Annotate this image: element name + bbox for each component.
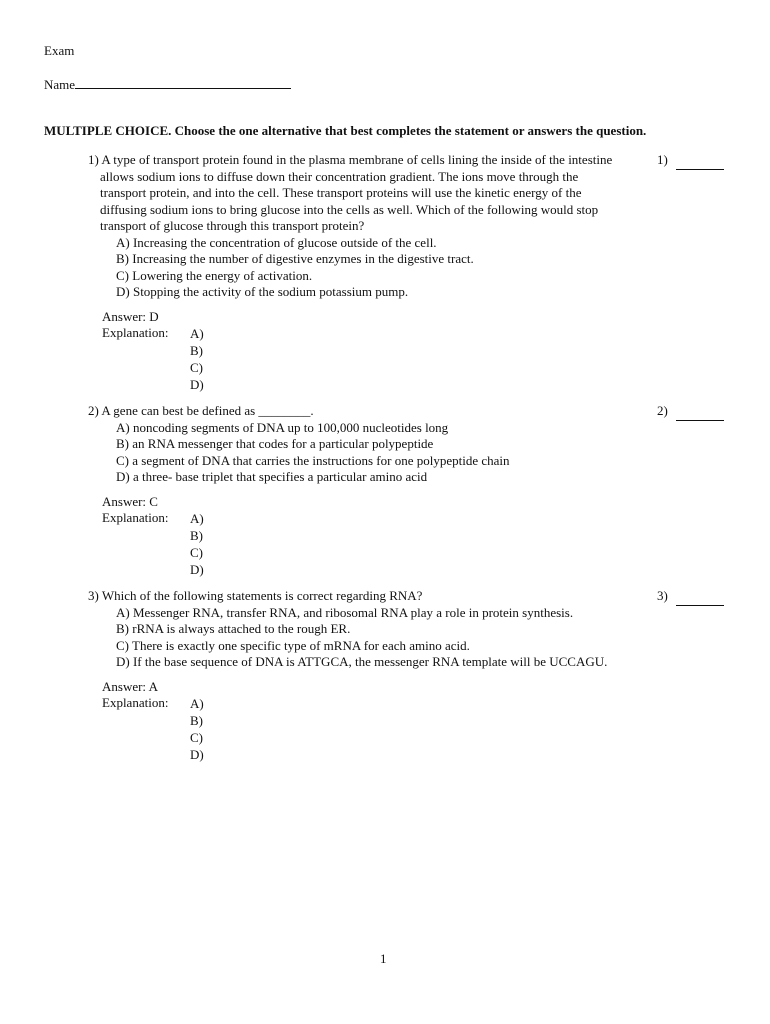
question-3-explanation-label: Explanation: bbox=[102, 695, 169, 710]
question-1-explanation bbox=[88, 325, 648, 393]
question-1-option-d: D) Stopping the activity of the sodium potassium pump. bbox=[116, 284, 409, 299]
question-2-answer: Answer: C bbox=[102, 493, 158, 509]
question-1-option-c: C) Lowering the energy of activation. bbox=[116, 267, 313, 283]
question-3-explanation-letters bbox=[190, 695, 204, 763]
question-1-answer-blank bbox=[676, 157, 724, 170]
question-1-stem-line-4: diffusing sodium ions to bring glucose into the cells as well. Which of the following would stop bbox=[100, 201, 599, 217]
question-3-answer: Answer: A bbox=[102, 678, 158, 694]
question-2-option-c: C) a segment of DNA that carries the instructions for one polypeptide chain bbox=[116, 452, 510, 468]
question-2-explanation-b: B) bbox=[190, 528, 203, 543]
question-1-explanation-label: Explanation: bbox=[102, 325, 169, 340]
question-2-option-d: D) a three- base triplet that specifies a particular amino acid bbox=[116, 469, 428, 484]
question-3-option-b: B) rRNA is always attached to the rough ER. bbox=[116, 621, 351, 636]
question-2-answer-blank bbox=[676, 408, 724, 421]
question-3-option-c: C) There is exactly one specific type of mRNA for each amino acid. bbox=[116, 637, 470, 653]
question-1-stem bbox=[88, 152, 648, 235]
page-number: 1 bbox=[380, 951, 387, 966]
instructions: MULTIPLE CHOICE. Choose the one alternative that best completes the statement or answers the question. bbox=[44, 123, 647, 138]
question-2-option-b: B) an RNA messenger that codes for a particular polypeptide bbox=[116, 436, 434, 451]
question-1-explanation-b: B) bbox=[190, 343, 203, 358]
question-3-number: 3) bbox=[88, 588, 99, 603]
question-2-explanation-letters bbox=[190, 510, 204, 578]
exam-label: Exam bbox=[44, 43, 75, 58]
question-3-explanation-b: B) bbox=[190, 713, 203, 728]
question-1-option-b: B) Increasing the number of digestive enzymes in the digestive tract. bbox=[116, 251, 474, 266]
question-1-option-a: A) Increasing the concentration of glucose outside of the cell. bbox=[116, 234, 437, 250]
name-blank-line bbox=[75, 76, 291, 89]
question-1-stem-line-1: A type of transport protein found in the plasma membrane of cells lining the inside of the intestine bbox=[101, 152, 613, 167]
question-1-stem-line-3: transport protein, and into the cell. These transport proteins will use the kinetic energy of the bbox=[100, 185, 582, 200]
question-1-right-number: 1) bbox=[657, 152, 668, 167]
question-1-explanation-a: A) bbox=[190, 326, 204, 341]
question-2-explanation-d: D) bbox=[190, 562, 204, 577]
question-2-explanation-label: Explanation: bbox=[102, 510, 169, 525]
question-2-stem-line-1: A gene can best be defined as ________. bbox=[101, 403, 314, 418]
question-2-stem bbox=[88, 403, 648, 420]
question-1 bbox=[88, 152, 648, 393]
name-field bbox=[44, 76, 291, 93]
question-2-explanation-c: C) bbox=[190, 545, 203, 560]
question-3-stem-line-1: Which of the following statements is correct regarding RNA? bbox=[101, 588, 423, 603]
question-1-answer: Answer: D bbox=[102, 308, 159, 324]
name-label: Name bbox=[44, 77, 76, 92]
question-1-explanation-c: C) bbox=[190, 360, 203, 375]
question-3-explanation bbox=[88, 695, 648, 763]
question-2-option-a: A) noncoding segments of DNA up to 100,000 nucleotides long bbox=[116, 419, 449, 435]
question-2 bbox=[88, 403, 648, 578]
question-3-answer-blank bbox=[676, 593, 724, 606]
question-1-number: 1) bbox=[88, 152, 99, 167]
question-3-stem bbox=[88, 588, 648, 605]
question-3 bbox=[88, 588, 648, 763]
question-2-explanation bbox=[88, 510, 648, 578]
question-3-option-d: D) If the base sequence of DNA is ATTGCA, the messenger RNA template will be UCCAGU. bbox=[116, 654, 608, 669]
question-2-right-number: 2) bbox=[657, 403, 668, 418]
question-3-right-number: 3) bbox=[657, 588, 668, 603]
question-1-explanation-d: D) bbox=[190, 377, 204, 392]
question-1-stem-line-2: allows sodium ions to diffuse down their concentration gradient. The ions move through the bbox=[100, 168, 579, 184]
question-3-explanation-d: D) bbox=[190, 747, 204, 762]
question-3-explanation-c: C) bbox=[190, 730, 203, 745]
question-2-number: 2) bbox=[88, 403, 99, 418]
question-3-option-a: A) Messenger RNA, transfer RNA, and ribosomal RNA play a role in protein synthesis. bbox=[116, 604, 574, 620]
question-1-stem-line-5: transport of glucose through this transport protein? bbox=[100, 218, 365, 233]
question-1-explanation-letters bbox=[190, 325, 204, 393]
question-2-explanation-a: A) bbox=[190, 511, 204, 526]
question-3-explanation-a: A) bbox=[190, 696, 204, 711]
